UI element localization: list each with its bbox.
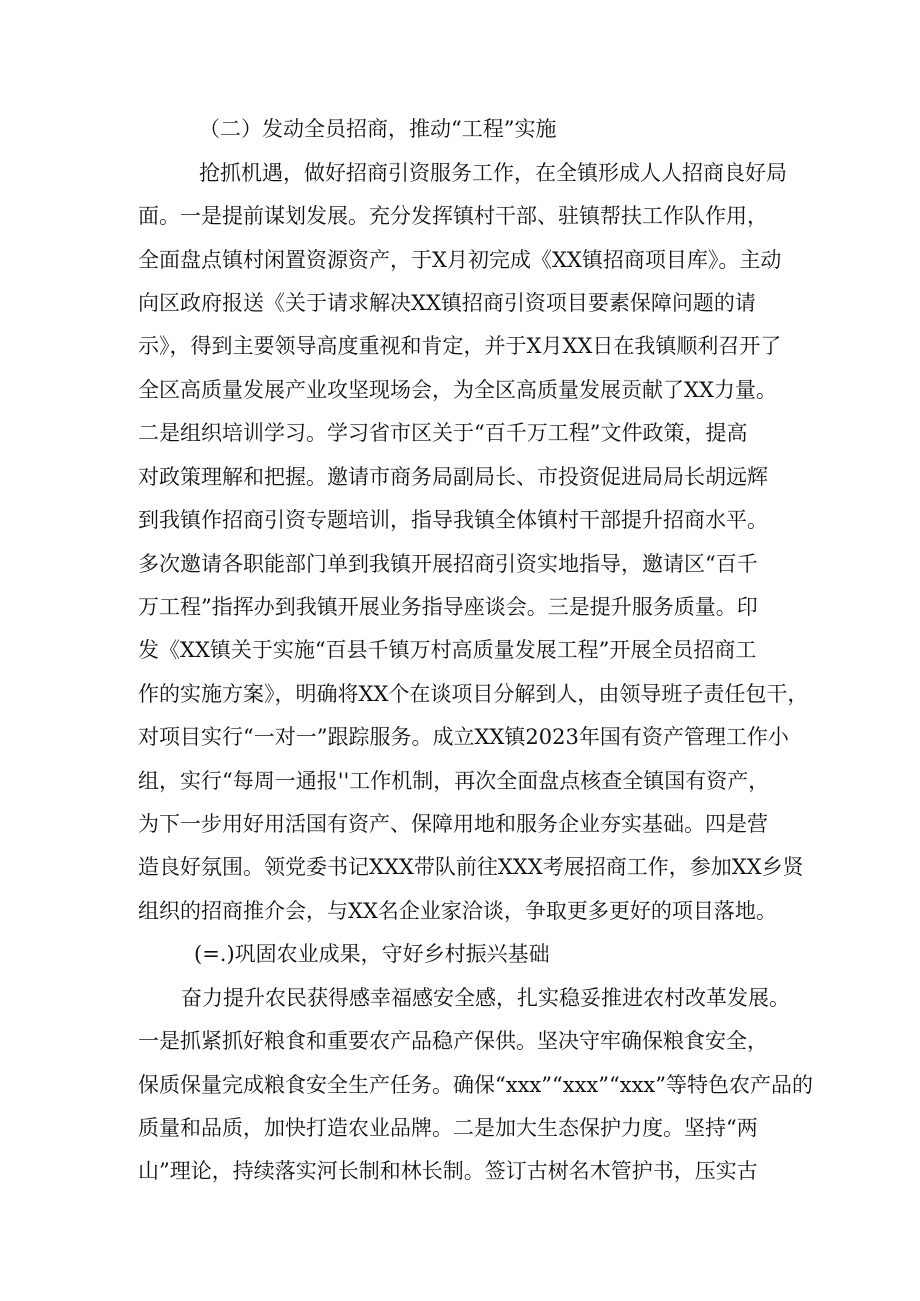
paragraph-line: 示》，得到主要领导高度重视和肯定，并于X月XX日在我镇顺利召开了 [138, 334, 782, 358]
paragraph-line: 组织的招商推介会，与XX名企业家洽谈，争取更多更好的项目落地。 [138, 899, 777, 923]
paragraph-line: 抢抓机遇，做好招商引资服务工作，在全镇形成人人招商良好局 [199, 161, 787, 185]
paragraph-line: 多次邀请各职能部门单到我镇开展招商引资实地指导，邀请区“百千 [138, 552, 758, 576]
paragraph-line: 到我镇作招商引资专题培训，指导我镇全体镇村干部提升招商水平。 [138, 508, 768, 532]
paragraph-line: 对项目实行“一对一”跟踪服务。成立XX镇2023年国有资产管理工作小 [138, 725, 789, 749]
paragraph-line: 一是抓紧抓好粮食和重要农产品稳产保供。坚决守牢确保粮食安全， [138, 1029, 768, 1053]
paragraph-line: 全面盘点镇村闲置资源资产，于X月初完成《XX镇招商项目库》。主动 [138, 248, 782, 272]
paragraph-line: 万工程”指挥办到我镇开展业务指导座谈会。三是提升服务质量。印 [138, 595, 758, 619]
paragraph-line: 对政策理解和把握。邀请市商务局副局长、市投资促进局局长胡远辉 [138, 465, 768, 489]
paragraph-line: 向区政府报送《关于请求解决XX镇招商引资项目要素保障问题的请 [138, 291, 756, 315]
section-heading-2: （二）发动全员招商，推动“工程”实施 [199, 117, 557, 141]
paragraph-line: 组，实行“每周一通报''工作机制，再次全面盘点核查全镇国有资产， [138, 769, 770, 793]
paragraph-line: 奋力提升农民获得感幸福感安全感，扎实稳妥推进农村改革发展。 [181, 986, 790, 1010]
paragraph-line: 造良好氛围。领党委书记XXX带队前往XXX考展招商工作，参加XX乡贤 [138, 855, 804, 879]
paragraph-line: 全区高质量发展产业攻坚现场会，为全区高质量发展贡献了XX力量。 [138, 378, 777, 402]
section-heading-3: (=.)巩固农业成果，守好乡村振兴基础 [194, 942, 550, 966]
paragraph-line: 质量和品质，加快打造农业品牌。二是加大生态保护力度。坚持“两 [138, 1116, 758, 1140]
paragraph-line: 发《XX镇关于实施“百县千镇万村高质量发展工程”开展全员招商工 [138, 638, 757, 662]
paragraph-line: 面。一是提前谋划发展。充分发挥镇村干部、驻镇帮扶工作队作用， [138, 204, 768, 228]
paragraph-line: 保质保量完成粮食安全生产任务。确保“xxx”“xxx”“xxx”等特色农产品的 [138, 1073, 814, 1097]
paragraph-line: 作的实施方案》，明确将XX个在谈项目分解到人，由领导班子责任包干， [138, 682, 809, 706]
paragraph-line: 二是组织培训学习。学习省市区关于“百千万工程”文件政策，提高 [138, 421, 748, 445]
paragraph-line: 为下一步用好用活国有资产、保障用地和服务企业夯实基础。四是营 [138, 812, 768, 836]
paragraph-line: 山”理论，持续落实河长制和林长制。签订古树名木管护书，压实古 [138, 1159, 758, 1183]
